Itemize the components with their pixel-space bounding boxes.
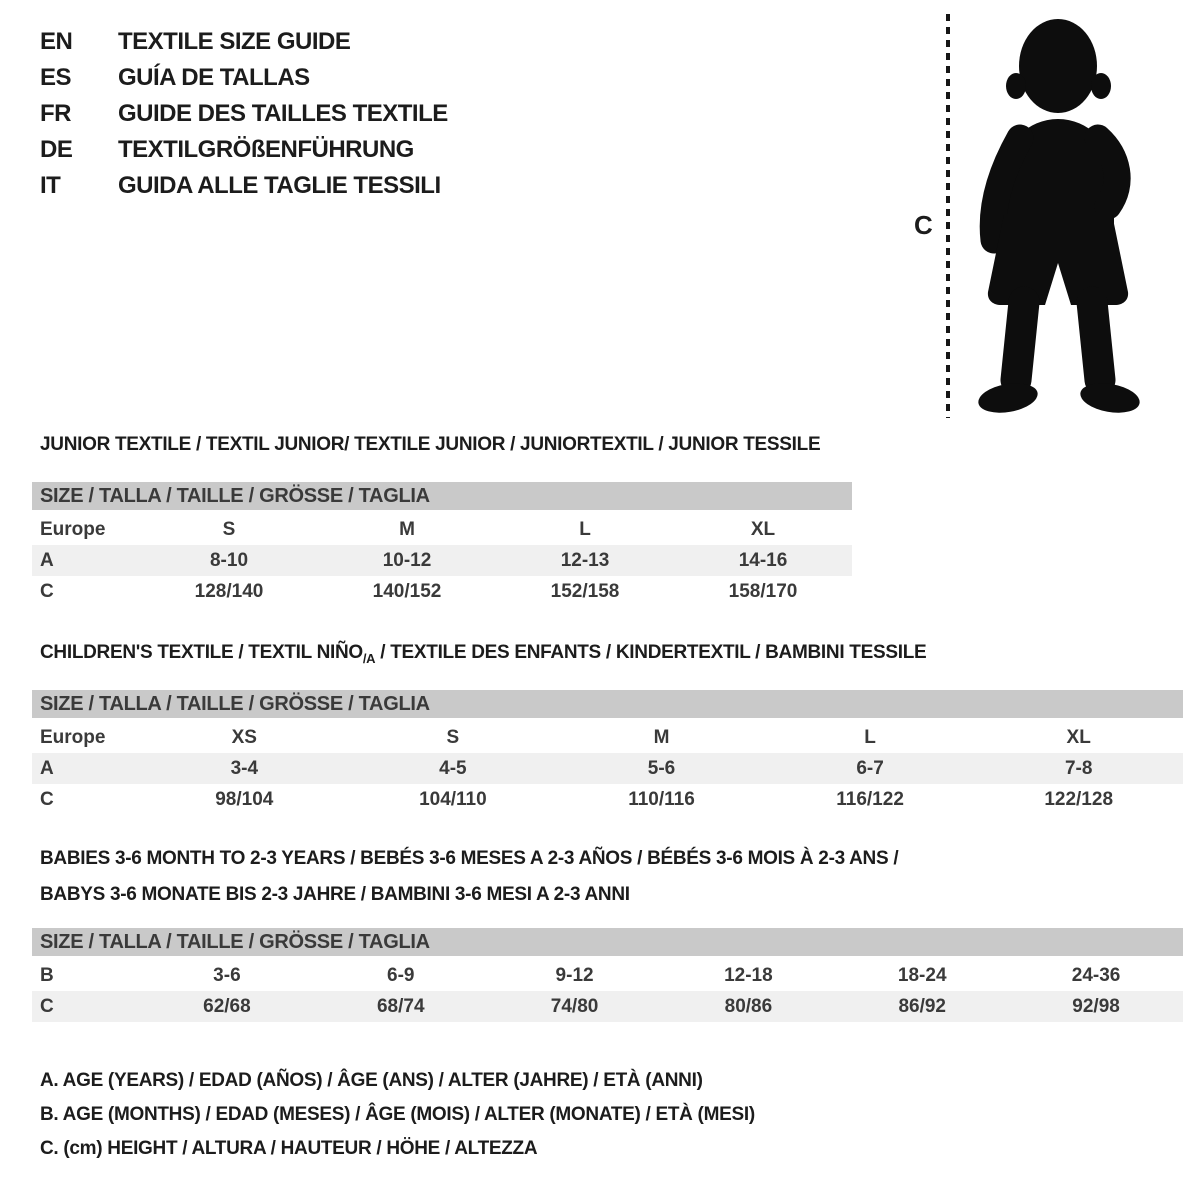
height-cell: 62/68	[203, 995, 251, 1017]
height-cell: 80/86	[724, 995, 773, 1017]
age-cell: 18-24	[897, 964, 947, 986]
language-row-fr	[40, 96, 448, 132]
guide-title: TEXTILE SIZE GUIDE	[118, 28, 351, 55]
table-row-europe	[32, 722, 1183, 753]
height-cell: 104/110	[419, 788, 487, 810]
table-row-europe	[32, 514, 852, 545]
table-row-height	[32, 784, 1183, 815]
age-cell: 8-10	[209, 549, 249, 571]
heading-main: CHILDREN'S TEXTILE / TEXTIL NIÑO	[40, 642, 363, 663]
age-cell: 4-5	[439, 757, 467, 779]
size-header-bar: SIZE / TALLA / TAILLE / GRÖSSE / TAGLIA	[32, 928, 1183, 956]
height-cell: 68/74	[376, 995, 425, 1017]
height-cell: 86/92	[898, 995, 946, 1017]
height-cell: 140/152	[372, 580, 442, 602]
height-cell: 116/122	[836, 788, 904, 810]
table-row-height	[32, 576, 852, 607]
heading-rest: / TEXTILE DES ENFANTS / KINDERTEXTIL / BAMBINI TESSILE	[375, 642, 927, 663]
language-code: EN	[40, 28, 73, 55]
language-row-es	[40, 60, 448, 96]
junior-size-table	[32, 482, 852, 607]
age-cell: 7-8	[1064, 757, 1093, 779]
guide-title: GUIDE DES TAILLES TEXTILE	[118, 100, 448, 127]
children-size-table	[32, 690, 1183, 815]
language-code: IT	[40, 172, 61, 199]
guide-title: TEXTILGRÖßENFÜHRUNG	[118, 136, 414, 163]
row-label: A	[40, 757, 54, 779]
size-cell: L	[579, 518, 591, 540]
junior-section-heading: JUNIOR TEXTILE / TEXTIL JUNIOR/ TEXTILE JUNIOR / JUNIORTEXTIL / JUNIOR TESSILE	[40, 434, 821, 455]
size-cell: XL	[750, 518, 776, 540]
age-cell: 9-12	[555, 964, 594, 986]
language-row-it	[40, 168, 448, 204]
table-row-age-months	[32, 960, 1183, 991]
legend-age-years: A. AGE (YEARS) / EDAD (AÑOS) / ÂGE (ANS) / ALTER (JAHRE) / ETÀ (ANNI)	[40, 1070, 703, 1091]
legend-age-months: B. AGE (MONTHS) / EDAD (MESES) / ÂGE (MOIS) / ALTER (MONATE) / ETÀ (MESI)	[40, 1104, 755, 1125]
language-title-list	[40, 24, 448, 204]
height-measure-line	[944, 14, 952, 418]
row-label: Europe	[40, 726, 106, 748]
language-row-en	[40, 24, 448, 60]
size-cell: S	[222, 518, 236, 540]
language-code: DE	[40, 136, 73, 163]
size-header-bar: SIZE / TALLA / TAILLE / GRÖSSE / TAGLIA	[32, 482, 852, 510]
height-label: C	[914, 210, 933, 240]
age-cell: 10-12	[382, 549, 432, 571]
age-cell: 12-13	[560, 549, 610, 571]
height-cell: 74/80	[550, 995, 599, 1017]
height-cell: 158/170	[728, 580, 798, 602]
heading-sub: /A	[362, 650, 376, 666]
row-label: A	[40, 549, 54, 571]
height-cell: 122/128	[1044, 788, 1114, 810]
age-cell: 3-4	[230, 757, 259, 779]
size-cell: XS	[231, 726, 257, 748]
guide-title: GUIDA ALLE TAGLIE TESSILI	[118, 172, 441, 199]
height-cell: 152/158	[550, 580, 620, 602]
age-cell: 14-16	[738, 549, 788, 571]
row-label: C	[40, 995, 54, 1017]
size-header-bar: SIZE / TALLA / TAILLE / GRÖSSE / TAGLIA	[32, 690, 1183, 718]
children-section-heading	[40, 642, 926, 666]
table-row-age-years	[32, 753, 1183, 784]
age-cell: 5-6	[647, 757, 676, 779]
guide-title: GUÍA DE TALLAS	[118, 64, 310, 91]
legend	[40, 1064, 755, 1166]
size-cell: L	[864, 726, 876, 748]
age-cell: 3-6	[213, 964, 241, 986]
age-cell: 6-9	[387, 964, 415, 986]
language-code: FR	[40, 100, 71, 127]
size-cell: M	[653, 726, 670, 748]
row-label: B	[40, 964, 54, 986]
age-cell: 6-7	[856, 757, 884, 779]
toddler-silhouette-icon	[958, 14, 1148, 420]
table-row-age-years	[32, 545, 852, 576]
row-label: C	[40, 580, 54, 602]
babies-section-heading-line1: BABIES 3-6 MONTH TO 2-3 YEARS / BEBÉS 3-6 MESES A 2-3 AÑOS / BÉBÉS 3-6 MOIS À 2-3 ANS /	[40, 848, 899, 869]
row-label: Europe	[40, 518, 106, 540]
table-row-height	[32, 991, 1183, 1022]
babies-section-heading-line2: BABYS 3-6 MONATE BIS 2-3 JAHRE / BAMBINI 3-6 MESI A 2-3 ANNI	[40, 884, 630, 905]
height-cell: 92/98	[1072, 995, 1120, 1017]
size-cell: XL	[1066, 726, 1091, 748]
legend-height: C. (cm) HEIGHT / ALTURA / HAUTEUR / HÖHE / ALTEZZA	[40, 1138, 538, 1159]
size-cell: M	[399, 518, 415, 540]
babies-size-table	[32, 928, 1183, 1022]
height-cell: 128/140	[194, 580, 264, 602]
age-cell: 12-18	[724, 964, 773, 986]
height-cell: 98/104	[215, 788, 274, 810]
language-code: ES	[40, 64, 72, 91]
age-cell: 24-36	[1071, 964, 1121, 986]
row-label: C	[40, 788, 54, 810]
height-cell: 110/116	[628, 788, 695, 810]
language-row-de	[40, 132, 448, 168]
size-cell: S	[446, 726, 460, 748]
